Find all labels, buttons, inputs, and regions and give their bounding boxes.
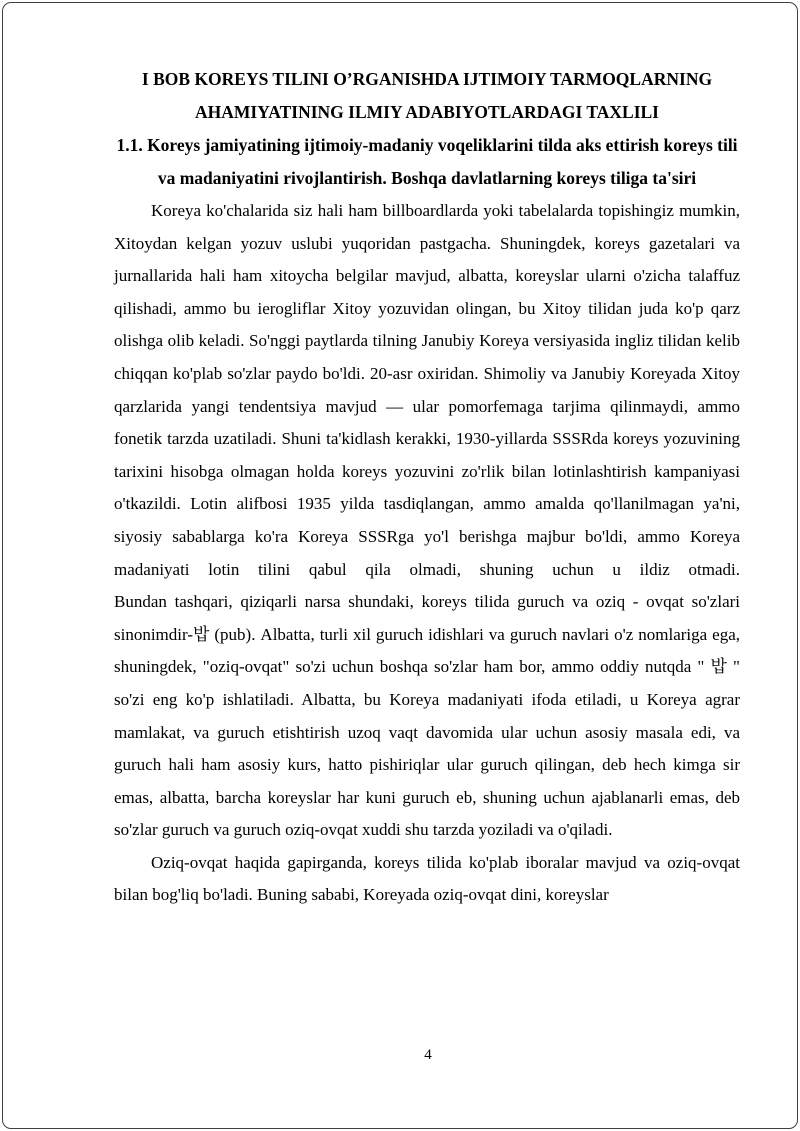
section-heading: 1.1. Koreys jamiyatining ijtimoiy-madaniy voqeliklarini tilda aks ettirish koreys tili va madaniyatini rivojlantirish. Boshqa davlatlarning koreys tiliga ta'siri xyxy=(116,135,738,188)
paragraph: Oziq-ovqat haqida gapirganda, koreys tilida ko'plab iboralar mavjud va oziq-ovqat bilan bog'liq bo'ladi. Buning sababi, Koreyada oziq-ovqat dini, koreyslar xyxy=(114,852,740,905)
page-number: 4 xyxy=(424,1047,432,1063)
paragraph: Bundan tashqari, qiziqarli narsa shundaki, koreys tilida guruch va oziq - ovqat so'zlari sinonimdir-밥 (pub). Albatta, turli xil guruch idishlari va guruch navlari o'z nomlariga ega, shuningdek, "oziq-ovqat" so'zi uchun boshqa so'zlar ham bor, ammo oddiy nutqda " 밥 " so'zi eng ko'p ishlatiladi. Albatta, bu Koreya madaniyati ifoda etiladi, u Koreya agrar mamlakat, va guruch etishtirish uzoq vaqt davomida ular uchun asosiy masala edi, va guruch hali ham asosiy kurs, hatto pishiriqlar ular guruch qilingan, deb hech kimga sir emas, albatta, barcha koreyslar har kuni guruch eb, shuning uchun ajablanarli emas, deb so'zlar guruch va guruch oziq-ovqat xuddi shu tarzda yoziladi va o'qiladi. xyxy=(114,592,740,840)
document-body xyxy=(114,195,740,912)
document-page xyxy=(2,2,798,1129)
chapter-heading: I BOB KOREYS TILINI O’RGANISHDA IJTIMOIY TARMOQLARNING AHAMIYATINING ILMIY ADABIYOTLARDAGI TAXLILI xyxy=(141,69,713,122)
paragraph: Koreya ko'chalarida siz hali ham billboardlarda yoki tabelalarda topishingiz mumkin, Xitoydan kelgan yozuv uslubi yuqoridan pastgacha. Shuningdek, koreys gazetalari va jurnallarida hali ham xitoycha belgilar mavjud, albatta, koreyslar ularni o'zicha talaffuz qilishadi, ammo bu ierogliflar Xitoy yozuvidan olingan, bu Xitoy tilidan juda ko'p qarz olishga olib keladi. So'nggi paytlarda tilning Janubiy Koreya versiyasida ingliz tilidan kelib chiqqan ko'plab so'zlar paydo bo'ldi. 20-asr oxiridan. Shimoliy va Janubiy Koreyada Xitoy qarzlarida yangi tendentsiya mavjud — ular pomorfemaga tarjima qilinmaydi, ammo fonetik tarzda uzatiladi. Shuni ta'kidlash kerakki, 1930-yillarda SSSRda koreys yozuvining tarixini hisobga olmagan holda koreys yozuvini zo'rlik bilan lotinlashtirish kampaniyasi o'tkazildi. Lotin alifbosi 1935 yilda tasdiqlangan, ammo amalda qo'llanilmagan ya'ni, siyosiy sabablarga ko'ra Koreya SSSRga yo'l berishga majbur bo'ldi, ammo Koreya madaniyati lotin tilini qabul qila olmadi, shuning uchun u ildiz otmadi. xyxy=(114,201,740,579)
